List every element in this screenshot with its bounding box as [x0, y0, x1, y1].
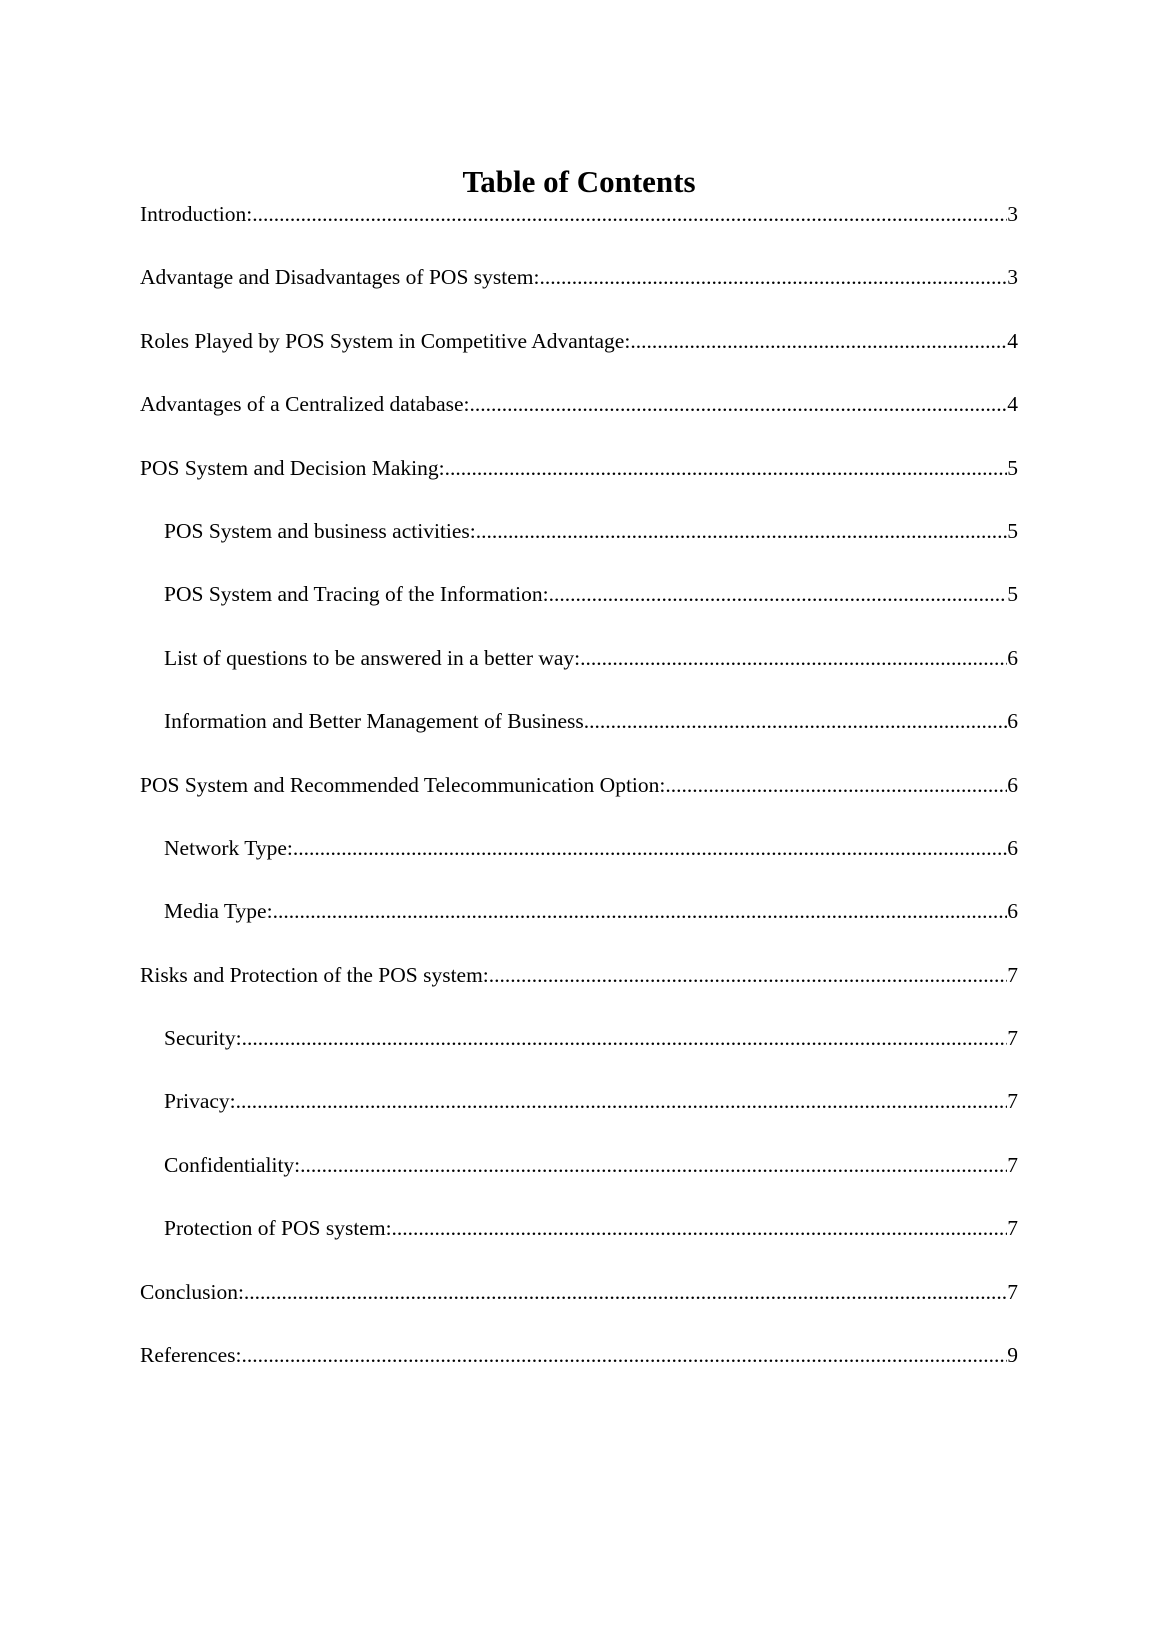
toc-entry[interactable] [140, 263, 1018, 326]
toc-dot-leader [300, 1151, 1007, 1179]
toc-entry-text: Conclusion: [140, 1279, 244, 1304]
toc-dot-leader [476, 517, 1008, 545]
toc-entry-text: Roles Played by POS System in Competitive Advantage: [140, 328, 631, 353]
toc-dot-leader [470, 390, 1008, 418]
toc-entry[interactable] [140, 517, 1018, 580]
toc-entry[interactable] [140, 1278, 1018, 1341]
toc-entry[interactable] [140, 580, 1018, 643]
toc-dot-leader [445, 454, 1008, 482]
toc-list [140, 200, 1018, 1404]
toc-dot-leader [244, 1278, 1007, 1306]
toc-entry-text: Protection of POS system: [164, 1216, 392, 1241]
toc-entry-page: 7 [1007, 1279, 1018, 1304]
toc-entry[interactable] [140, 1151, 1018, 1214]
toc-entry-page: 6 [1007, 899, 1018, 924]
toc-entry[interactable] [140, 897, 1018, 960]
toc-entry-text: POS System and Tracing of the Information: [164, 582, 549, 607]
toc-entry[interactable] [140, 771, 1018, 834]
toc-entry-text: Information and Better Management of Business [164, 709, 584, 734]
toc-entry[interactable] [140, 1087, 1018, 1150]
toc-entry[interactable] [140, 390, 1018, 453]
toc-entry-page: 4 [1007, 328, 1018, 353]
toc-dot-leader [489, 961, 1007, 989]
toc-entry-text: Introduction: [140, 202, 253, 226]
toc-entry-text: Privacy: [164, 1089, 236, 1114]
toc-entry[interactable] [140, 200, 1018, 263]
toc-dot-leader [392, 1214, 1008, 1242]
toc-entry-page: 3 [1007, 265, 1018, 290]
toc-dot-leader [580, 644, 1007, 672]
toc-entry-text: Network Type: [164, 835, 293, 860]
toc-entry-page: 7 [1007, 1026, 1018, 1051]
toc-entry-page: 6 [1007, 645, 1018, 670]
toc-entry-page: 7 [1007, 1216, 1018, 1241]
toc-entry-page: 7 [1007, 962, 1018, 987]
toc-entry[interactable] [140, 454, 1018, 517]
toc-entry-page: 5 [1007, 455, 1018, 480]
toc-entry[interactable] [140, 834, 1018, 897]
toc-entry-text: Advantages of a Centralized database: [140, 392, 470, 417]
toc-entry-text: Confidentiality: [164, 1152, 301, 1177]
toc-dot-leader [630, 327, 1007, 355]
toc-entry[interactable] [140, 1341, 1018, 1404]
toc-dot-leader [236, 1087, 1008, 1115]
toc-entry-page: 9 [1007, 1343, 1018, 1368]
toc-dot-leader [241, 1341, 1007, 1369]
toc-dot-leader [539, 263, 1007, 291]
toc-entry-text: Media Type: [164, 899, 273, 924]
toc-dot-leader [242, 1024, 1008, 1052]
toc-entry-text: References: [140, 1343, 242, 1368]
toc-entry-text: POS System and Recommended Telecommunication Option: [140, 772, 666, 797]
toc-dot-leader [549, 580, 1008, 608]
toc-entry-page: 6 [1007, 772, 1018, 797]
toc-entry[interactable] [140, 1024, 1018, 1087]
toc-entry-page: 6 [1007, 835, 1018, 860]
toc-title: Table of Contents [462, 164, 696, 199]
toc-dot-leader [665, 771, 1007, 799]
toc-dot-leader [252, 200, 1007, 228]
toc-entry-page: 5 [1007, 582, 1018, 607]
toc-entry-text: List of questions to be answered in a better way: [164, 645, 581, 670]
toc-entry-text: POS System and business activities: [164, 518, 476, 543]
toc-entry[interactable] [140, 961, 1018, 1024]
toc-entry[interactable] [140, 327, 1018, 390]
toc-entry-text: Security: [164, 1026, 242, 1051]
toc-entry-page: 3 [1007, 202, 1018, 226]
toc-dot-leader [584, 707, 1008, 735]
toc-entry-page: 6 [1007, 709, 1018, 734]
toc-entry-text: POS System and Decision Making: [140, 455, 445, 480]
toc-entry-text: Advantage and Disadvantages of POS system: [140, 265, 540, 290]
toc-entry[interactable] [140, 1214, 1018, 1277]
toc-entry[interactable] [140, 644, 1018, 707]
toc-dot-leader [273, 897, 1008, 925]
toc-dot-leader [293, 834, 1007, 862]
toc-entry-page: 5 [1007, 518, 1018, 543]
toc-entry[interactable] [140, 707, 1018, 770]
toc-entry-page: 7 [1007, 1089, 1018, 1114]
toc-entry-page: 7 [1007, 1152, 1018, 1177]
toc-entry-page: 4 [1007, 392, 1018, 417]
toc-entry-text: Risks and Protection of the POS system: [140, 962, 489, 987]
